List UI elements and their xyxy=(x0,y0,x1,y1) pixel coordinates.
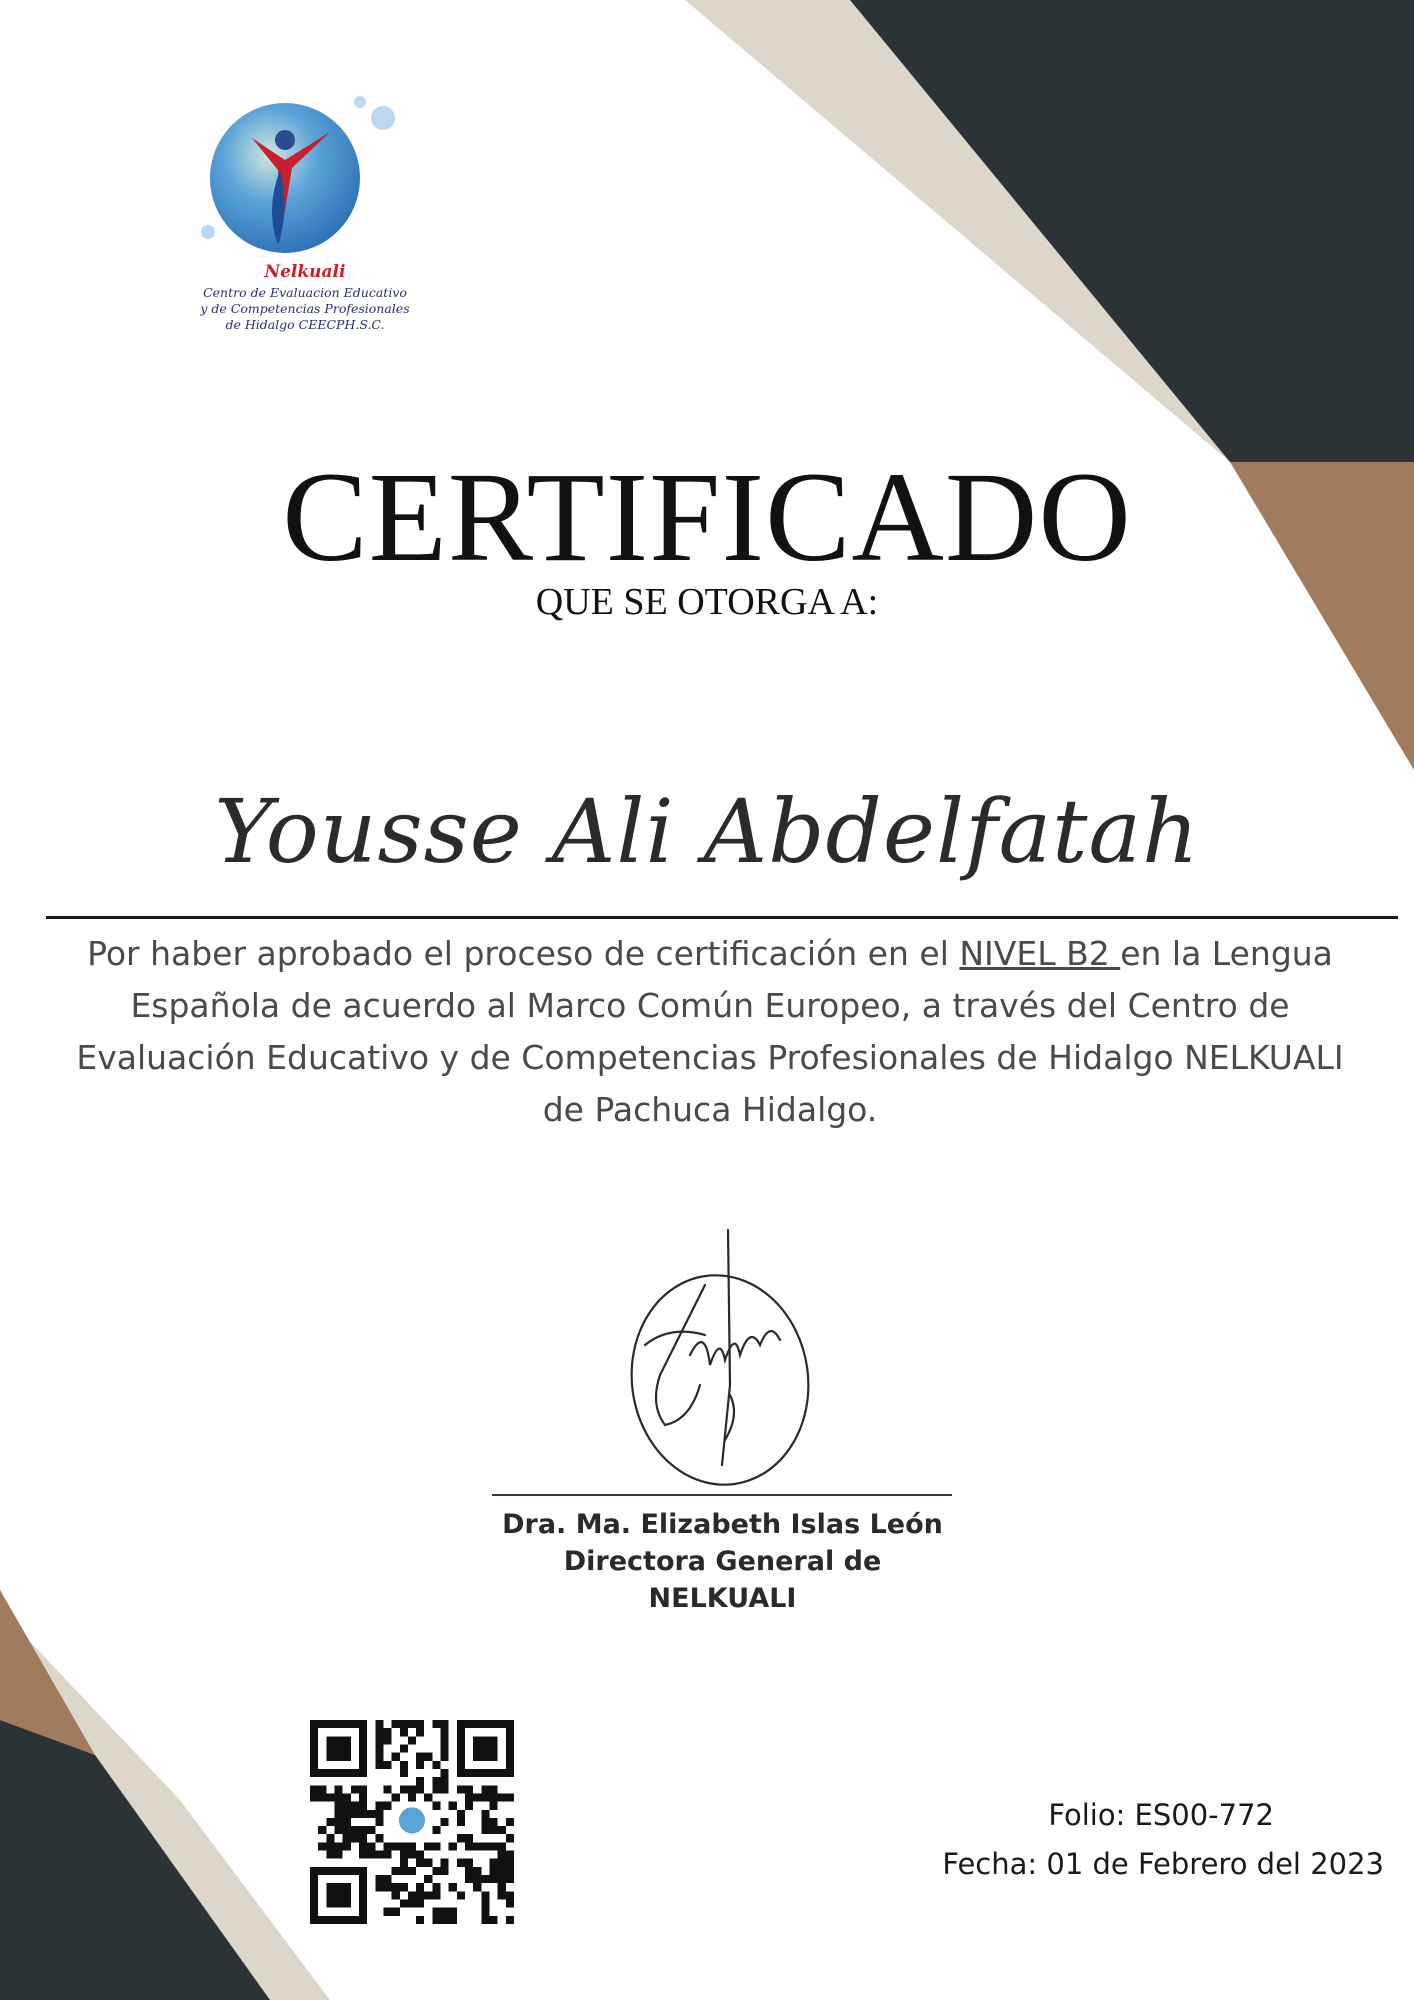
qr-code xyxy=(310,1720,514,1924)
certificate-subtitle: QUE SE OTORGA A: xyxy=(535,581,879,623)
signatory-organization: NELKUALI xyxy=(648,1583,797,1614)
body-text-start: Por haber aprobado el proceso de certificación en el xyxy=(87,934,960,973)
logo-subtitle-line: de Hidalgo CEECPH.S.C. xyxy=(225,317,385,332)
signature-line xyxy=(492,1494,952,1496)
issue-date: Fecha: 01 de Febrero del 2023 xyxy=(942,1847,1384,1881)
logo-subtitle-line: Centro de Evaluacion Educativo xyxy=(203,285,407,300)
folio-number: Folio: ES00-772 xyxy=(1048,1798,1274,1832)
logo-subtitle-line: y de Competencias Profesionales xyxy=(200,301,410,316)
signatory-name: Dra. Ma. Elizabeth Islas León xyxy=(502,1509,943,1540)
logo-name: Nelkuali xyxy=(264,262,346,282)
certificate-body xyxy=(70,928,1350,1136)
logo-subtitle xyxy=(140,285,470,333)
signatory-title: Directora General de xyxy=(563,1546,882,1577)
top-right-dark-band xyxy=(850,0,1414,462)
signature-mark xyxy=(610,1225,830,1505)
name-underline xyxy=(46,916,1398,919)
signatory-block xyxy=(400,1506,1045,1617)
body-text-end: en la Lengua Española de acuerdo al Marco Común Europeo, a través del Centro de Evaluación Educativo y de Competencias Profesionales de Hidalgo NELKUALI de Pachuca Hidalgo. xyxy=(76,934,1344,1129)
recipient-name: Yousse Ali Abdelfatah xyxy=(214,780,1200,883)
certification-level: NIVEL B2 xyxy=(959,934,1121,973)
certificate-title: CERTIFICADO xyxy=(282,446,1132,588)
